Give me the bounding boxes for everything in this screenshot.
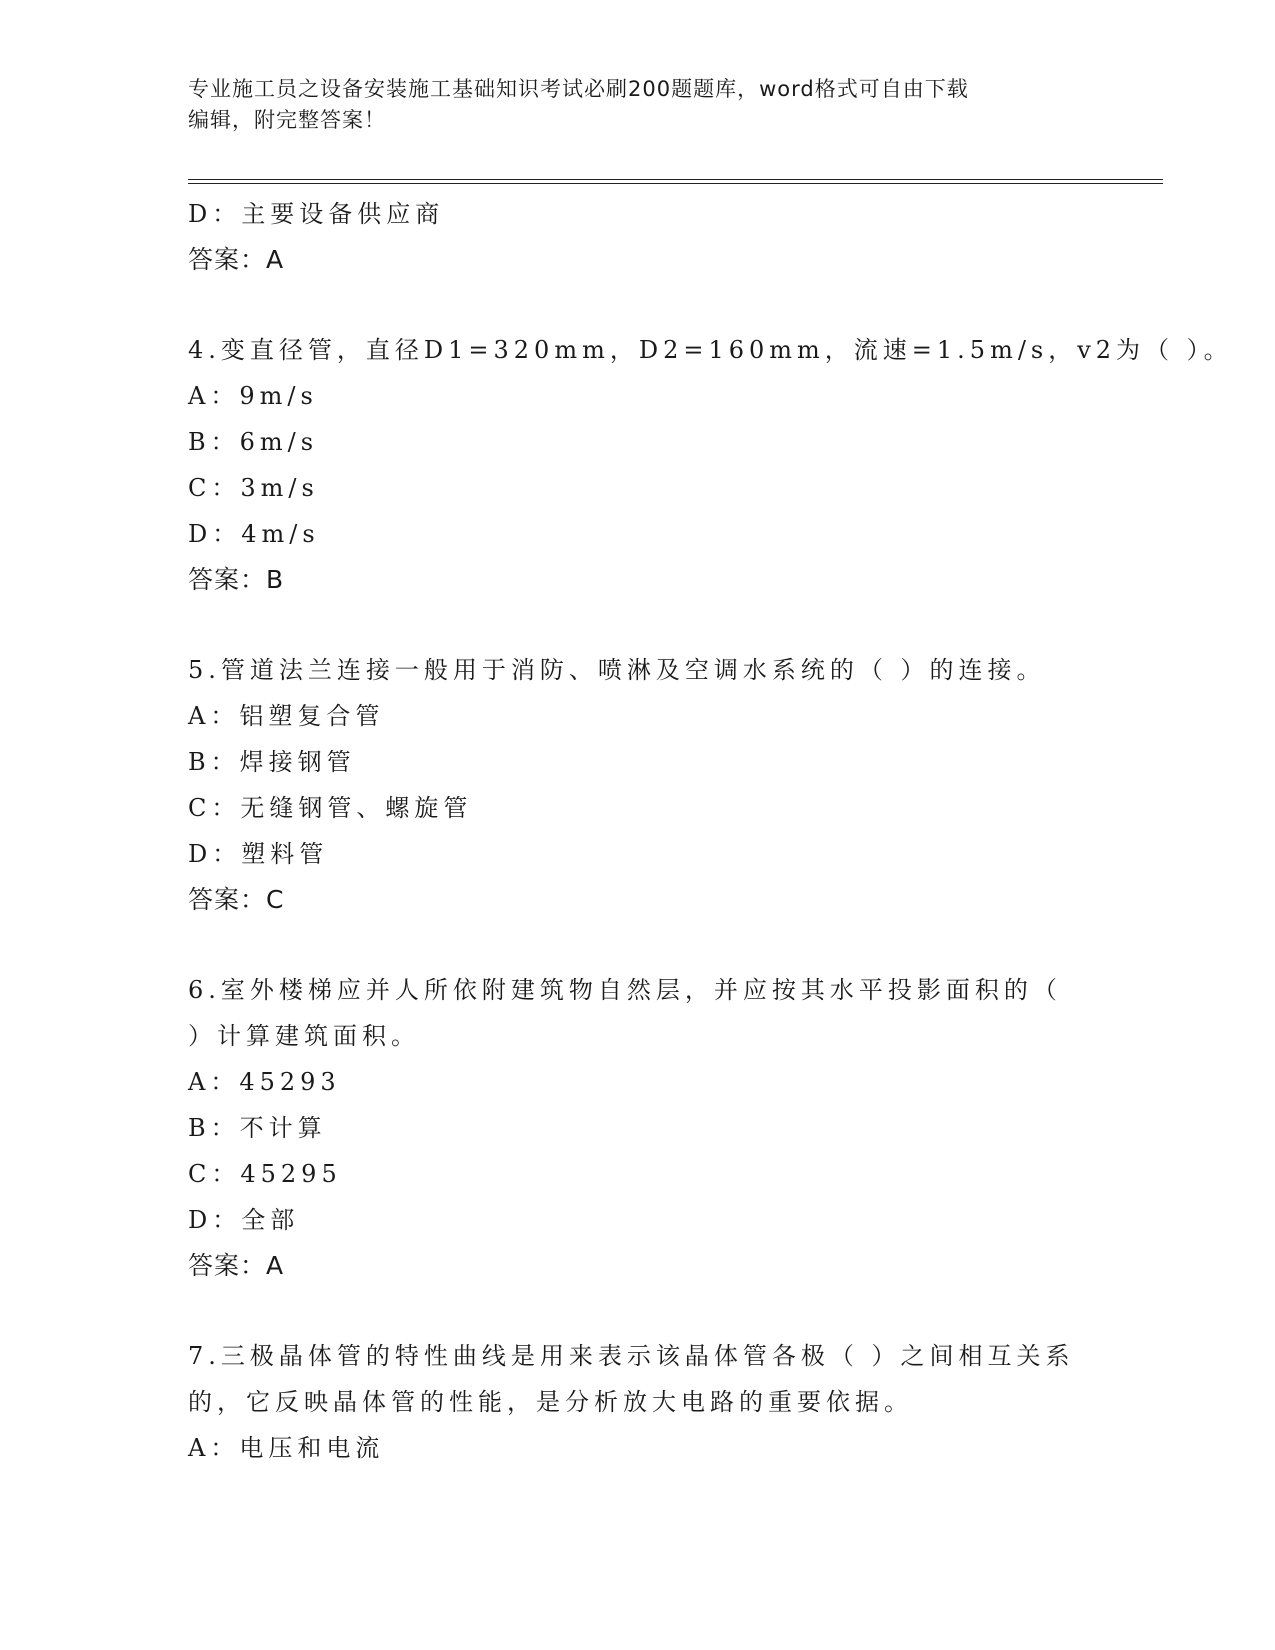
option-c: C：45295	[188, 1160, 342, 1188]
option-d: D：全部	[188, 1206, 300, 1234]
answer-line: 答案：B	[188, 565, 285, 594]
option-b: B：焊接钢管	[188, 748, 356, 776]
question-text: 5.管道法兰连接一般用于消防、喷淋及空调水系统的（ ）的连接。	[188, 656, 1046, 684]
option-b: B：不计算	[188, 1114, 327, 1142]
option-c: C：3m/s	[188, 474, 319, 502]
option-a: A：9m/s	[188, 382, 318, 410]
question-7	[188, 1333, 1088, 1471]
header-divider-top	[188, 179, 1163, 180]
question-4	[188, 327, 1233, 603]
question-5	[188, 647, 1088, 923]
option-c: C：无缝钢管、螺旋管	[188, 794, 473, 822]
option-d: D：4m/s	[188, 520, 320, 548]
option-b: B：6m/s	[188, 428, 319, 456]
option-a: A：铝塑复合管	[188, 702, 385, 730]
page-header	[188, 74, 1088, 136]
option-d: D：塑料管	[188, 840, 329, 868]
header-line-1: 专业施工员之设备安装施工基础知识考试必刷200题题库，word格式可自由下载	[188, 77, 969, 101]
answer-line: 答案：A	[188, 245, 285, 274]
header-divider-bottom	[188, 183, 1163, 184]
answer-line: 答案：C	[188, 885, 285, 914]
question-6	[188, 967, 1088, 1289]
header-line-2: 编辑，附完整答案！	[188, 108, 386, 132]
exam-content	[188, 191, 1233, 1471]
question-text-line-1: 7.三极晶体管的特性曲线是用来表示该晶体管各极（ ）之间相互关系	[188, 1342, 1075, 1370]
answer-line: 答案：A	[188, 1251, 285, 1280]
question-text: 4.变直径管，直径D1=320mm，D2=160mm，流速=1.5m/s，v2为（ ）。	[188, 336, 1233, 364]
option-d: D：主要设备供应商	[188, 200, 445, 228]
question-text-line-1: 6.室外楼梯应并人所依附建筑物自然层，并应按其水平投影面积的（	[188, 976, 1062, 1004]
option-a: A：45293	[188, 1068, 341, 1096]
question-text-line-2: 的，它反映晶体管的性能，是分析放大电路的重要依据。	[188, 1388, 913, 1416]
option-a: A：电压和电流	[188, 1434, 385, 1462]
question-text-line-2: ）计算建筑面积。	[188, 1022, 420, 1050]
